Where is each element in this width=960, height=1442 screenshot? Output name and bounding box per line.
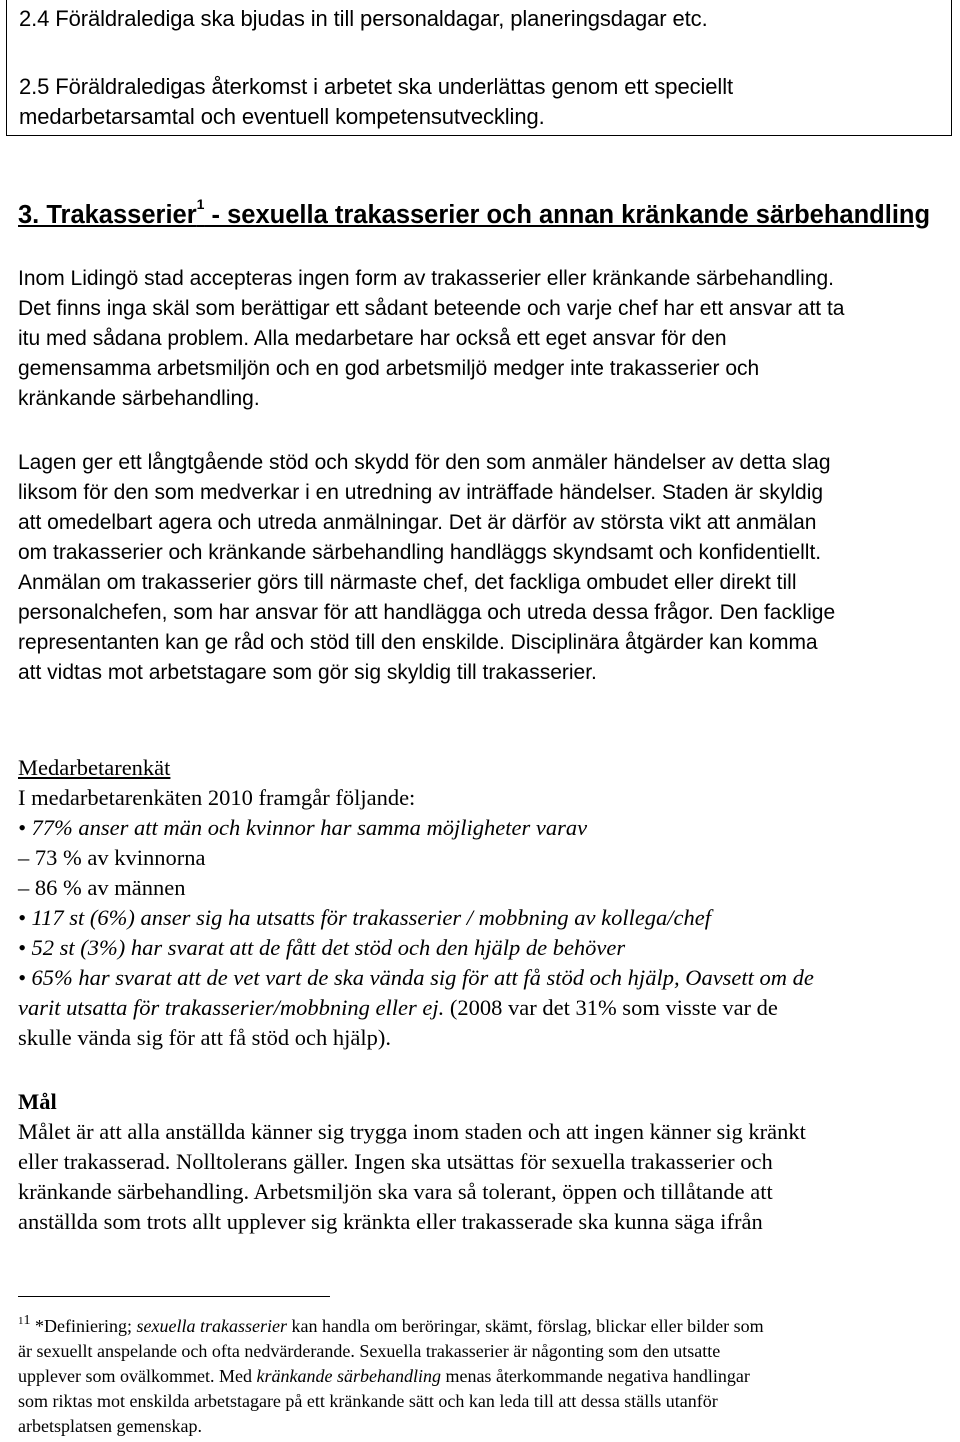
text-line: att omedelbart agera och utreda anmälningar. Det är därför av största vikt att anmälan <box>18 511 817 534</box>
survey-dash-item: – 86 % av männen <box>18 875 186 900</box>
text-line: representanten kan ge råd och stöd till den enskilde. Disciplinära åtgärder kan komma <box>18 631 818 654</box>
text-line: eller trakasserad. Nolltolerans gäller. Ingen ska utsättas för sexuella trakasserier och <box>18 1149 773 1174</box>
survey-heading: Medarbetarenkät <box>18 755 171 780</box>
paragraph-law-support <box>18 448 948 688</box>
text-line: liksom för den som medverkar i en utredning av inträffade händelser. Staden är skyldig <box>18 481 824 504</box>
survey-bullet: • 77% anser att män och kvinnor har samma möjligheter varav <box>18 815 588 840</box>
survey-intro: I medarbetarenkäten 2010 framgår följande: <box>18 785 416 810</box>
text-line: kränkande särbehandling. <box>18 387 260 410</box>
footnote-line <box>18 1314 948 1339</box>
survey-section <box>18 753 948 1053</box>
survey-dash-item: – 73 % av kvinnorna <box>18 845 206 870</box>
plain-text: kan handla om beröringar, skämt, förslag, blickar eller bilder som <box>286 1316 764 1336</box>
text-line: itu med sådana problem. Alla medarbetare har också ett eget ansvar för den <box>18 327 727 350</box>
text-line: kränkande särbehandling. Arbetsmiljön ska vara så tolerant, öppen och tillåtande att <box>18 1179 773 1204</box>
text-line: gemensamma arbetsmiljön och en god arbetsmiljö medger inte trakasserier och <box>18 357 760 380</box>
footnote-mark: 1 <box>23 1313 31 1328</box>
text-line: personalchefen, som har ansvar för att handlägga och utreda dessa frågor. Den facklige <box>18 601 836 624</box>
heading-text-rest: - sexuella trakasserier och annan kränkande särbehandling <box>204 201 931 229</box>
footnote-line: är sexuellt anspelande och ofta nedvärderande. Sexuella trakasserier är någonting som den utsatte <box>18 1341 721 1361</box>
text-line: att vidtas mot arbetstagare som gör sig skyldig till trakasserier. <box>18 661 597 684</box>
survey-bullet: • 117 st (6%) anser sig ha utsatts för trakasserier / mobbning av kollega/chef <box>18 905 712 930</box>
text-line: Inom Lidingö stad accepteras ingen form av trakasserier eller kränkande särbehandling. <box>18 267 834 290</box>
survey-bullet: • 52 st (3%) har svarat att de fått det stöd och den hjälp de behöver <box>18 935 626 960</box>
text-line: Målet är att alla anställda känner sig trygga inom staden och att ingen känner sig kränkt <box>18 1119 806 1144</box>
plain-text: (2008 var det 31% som visste var de <box>444 995 778 1020</box>
italic-text: kränkande särbehandling <box>256 1366 441 1386</box>
goal-section <box>18 1087 948 1237</box>
footnote <box>18 1314 948 1439</box>
text-line: Lagen ger ett långtgående stöd och skydd för den som anmäler händelser av detta slag <box>18 451 831 474</box>
text-line: Det finns inga skäl som berättigar ett sådant beteende och varje chef har ett ansvar att ta <box>18 297 845 320</box>
footnote-line: som riktas mot enskilda arbetstagare på ett kränkande sätt och kan leda till att dessa ställs utanför <box>18 1391 718 1411</box>
section-3-heading <box>18 198 930 232</box>
footnote-mark: 1 <box>18 1315 24 1327</box>
footnote-ref: 1 <box>196 196 205 212</box>
survey-bullet-continued: skulle vända sig för att få stöd och hjälp). <box>18 1025 392 1050</box>
survey-bullet: • 65% har svarat att de vet vart de ska vända sig för att få stöd och hjälp, Oavsett om de <box>18 965 814 990</box>
plain-text: menas återkommande negativa handlingar <box>440 1366 750 1386</box>
heading-text: 3. Trakasserier <box>18 201 197 229</box>
footnote-divider <box>18 1296 330 1297</box>
text-line: Anmälan om trakasserier görs till närmaste chef, det fackliga ombudet eller direkt till <box>18 571 797 594</box>
text-line: om trakasserier och kränkande särbehandling handläggs skyndsamt och konfidentiellt. <box>18 541 822 564</box>
item-2-5-line-1: 2.5 Föräldraledigas återkomst i arbetet ska underlättas genom ett speciellt <box>19 74 733 99</box>
goal-heading: Mål <box>18 1089 57 1114</box>
item-2-5-line-2: medarbetarsamtal och eventuell kompetensutveckling. <box>19 104 545 129</box>
survey-bullet-continued <box>18 993 948 1023</box>
item-2-4: 2.4 Föräldralediga ska bjudas in till personaldagar, planeringsdagar etc. <box>19 6 708 31</box>
text-line: anställda som trots allt upplever sig kränkta eller trakasserade ska kunna säga ifrån <box>18 1209 763 1234</box>
footnote-line: arbetsplatsen gemenskap. <box>18 1416 202 1436</box>
plain-text: upplever som ovälkommet. Med <box>18 1366 257 1386</box>
paragraph-trakasserier-policy <box>18 264 948 414</box>
italic-text: sexuella trakasserier <box>136 1316 287 1336</box>
italic-text: varit utsatta för trakasserier/mobbning eller ej. <box>18 995 445 1020</box>
plain-text: *Definiering; <box>30 1316 137 1336</box>
bordered-list-box <box>6 0 952 136</box>
footnote-line <box>18 1364 948 1389</box>
